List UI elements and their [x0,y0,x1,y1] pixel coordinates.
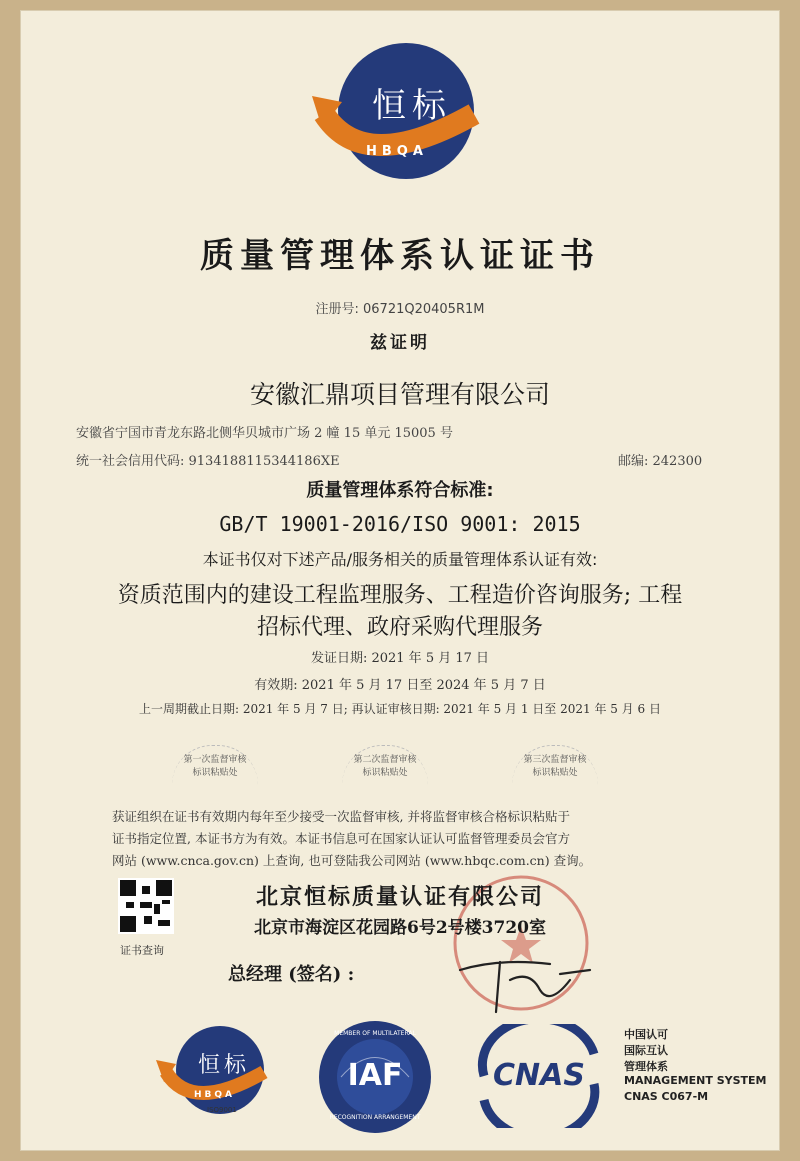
qr-label: 证书查询 [120,944,164,957]
surveillance-box-3-note: 标识粘贴处 [532,768,578,778]
standard-code: GB/T 19001-2016/ISO 9001: 2015 [219,512,581,536]
hbqa-logo-en: HBQA [366,144,428,159]
bottom-hbqa-sub: ISO9001 [207,1106,237,1114]
signature-mark [440,940,600,1020]
scope-intro: 本证书仅对下述产品/服务相关的质量管理体系认证有效: [202,550,598,569]
previous-cycle-dates: 上一周期截止日期: 2021 年 5 月 7 日; 再认证审核日期: 2021 年 5 月 1 日至 2021 年 5 月 6 日 [138,702,662,716]
registration-number: 注册号: 06721Q20405R1M [315,302,485,317]
cnas-side-4: MANAGEMENT SYSTEM [624,1074,767,1087]
signature-label: 总经理 (签名) : [228,964,355,985]
issuer-name: 北京恒标质量认证有限公司 [255,884,544,910]
company-postcode: 邮编: 242300 [618,454,703,469]
validity-period: 有效期: 2021 年 5 月 17 日至 2024 年 5 月 7 日 [254,678,546,693]
certificate-title: 质量管理体系认证证书 [200,236,600,276]
cnas-side-1: 中国认可 [624,1028,668,1041]
cnas-text: CNAS [493,1058,585,1093]
scope-line-2: 招标代理、政府采购代理服务 [256,615,543,640]
notice-line-2: 证书指定位置, 本证书方为有效。本证书信息可在国家认证认可监督管理委员会官方 [112,831,570,846]
surveillance-box-1-note: 标识粘贴处 [192,768,238,778]
bottom-hbqa-en: HBQA [194,1090,236,1100]
surveillance-box-2-note: 标识粘贴处 [362,768,408,778]
company-name: 安徽汇鼎项目管理有限公司 [249,380,550,409]
iaf-ring-top: MEMBER OF MULTILATERAL [334,1030,416,1037]
certificate-paper [20,10,780,1151]
company-address: 安徽省宁国市青龙东路北侧华贝城市广场 2 幢 15 单元 15005 号 [76,426,453,441]
hbqa-logo-cn: 恒标 [372,86,452,126]
iaf-ring-bottom: RECOGNITION ARRANGEMENT [329,1114,421,1121]
bottom-hbqa-cn: 恒标 [198,1053,251,1078]
iaf-text: IAF [347,1058,403,1093]
standard-heading: 质量管理体系符合标准: [306,480,494,501]
certify-text: 兹证明 [370,333,430,353]
notice-line-1: 获证组织在证书有效期内每年至少接受一次监督审核, 并将监督审核合格标识粘贴于 [112,809,570,824]
scope-line-1: 资质范围内的建设工程监理服务、工程造价咨询服务; 工程 [117,583,683,608]
issue-date: 发证日期: 2021 年 5 月 17 日 [310,651,490,666]
bottom-hbqa-logo [152,1022,278,1122]
cnas-side-2: 国际互认 [624,1044,668,1057]
issuer-address: 北京市海淀区花园路6号2号楼3720室 [254,918,546,938]
surveillance-box-1-title: 第一次监督审核 [183,755,247,765]
cnas-side-3: 管理体系 [624,1060,668,1073]
surveillance-box-3-title: 第三次监督审核 [523,755,587,765]
surveillance-box-3 [512,745,598,794]
hbqa-logo [304,36,500,186]
cnas-side-5: CNAS C067-M [624,1090,709,1103]
notice-line-3: 网站 (www.cnca.gov.cn) 上查询, 也可登陆我公司网站 (www.hbqc.com.cn) 查询。 [112,853,592,868]
surveillance-box-2-title: 第二次监督审核 [353,755,417,765]
surveillance-box-1 [172,745,258,794]
iaf-logo [316,1018,434,1136]
surveillance-box-2 [342,745,428,794]
company-credit-code: 统一社会信用代码: 9134188115344186XE [76,454,340,469]
cnas-logo [464,1024,614,1128]
